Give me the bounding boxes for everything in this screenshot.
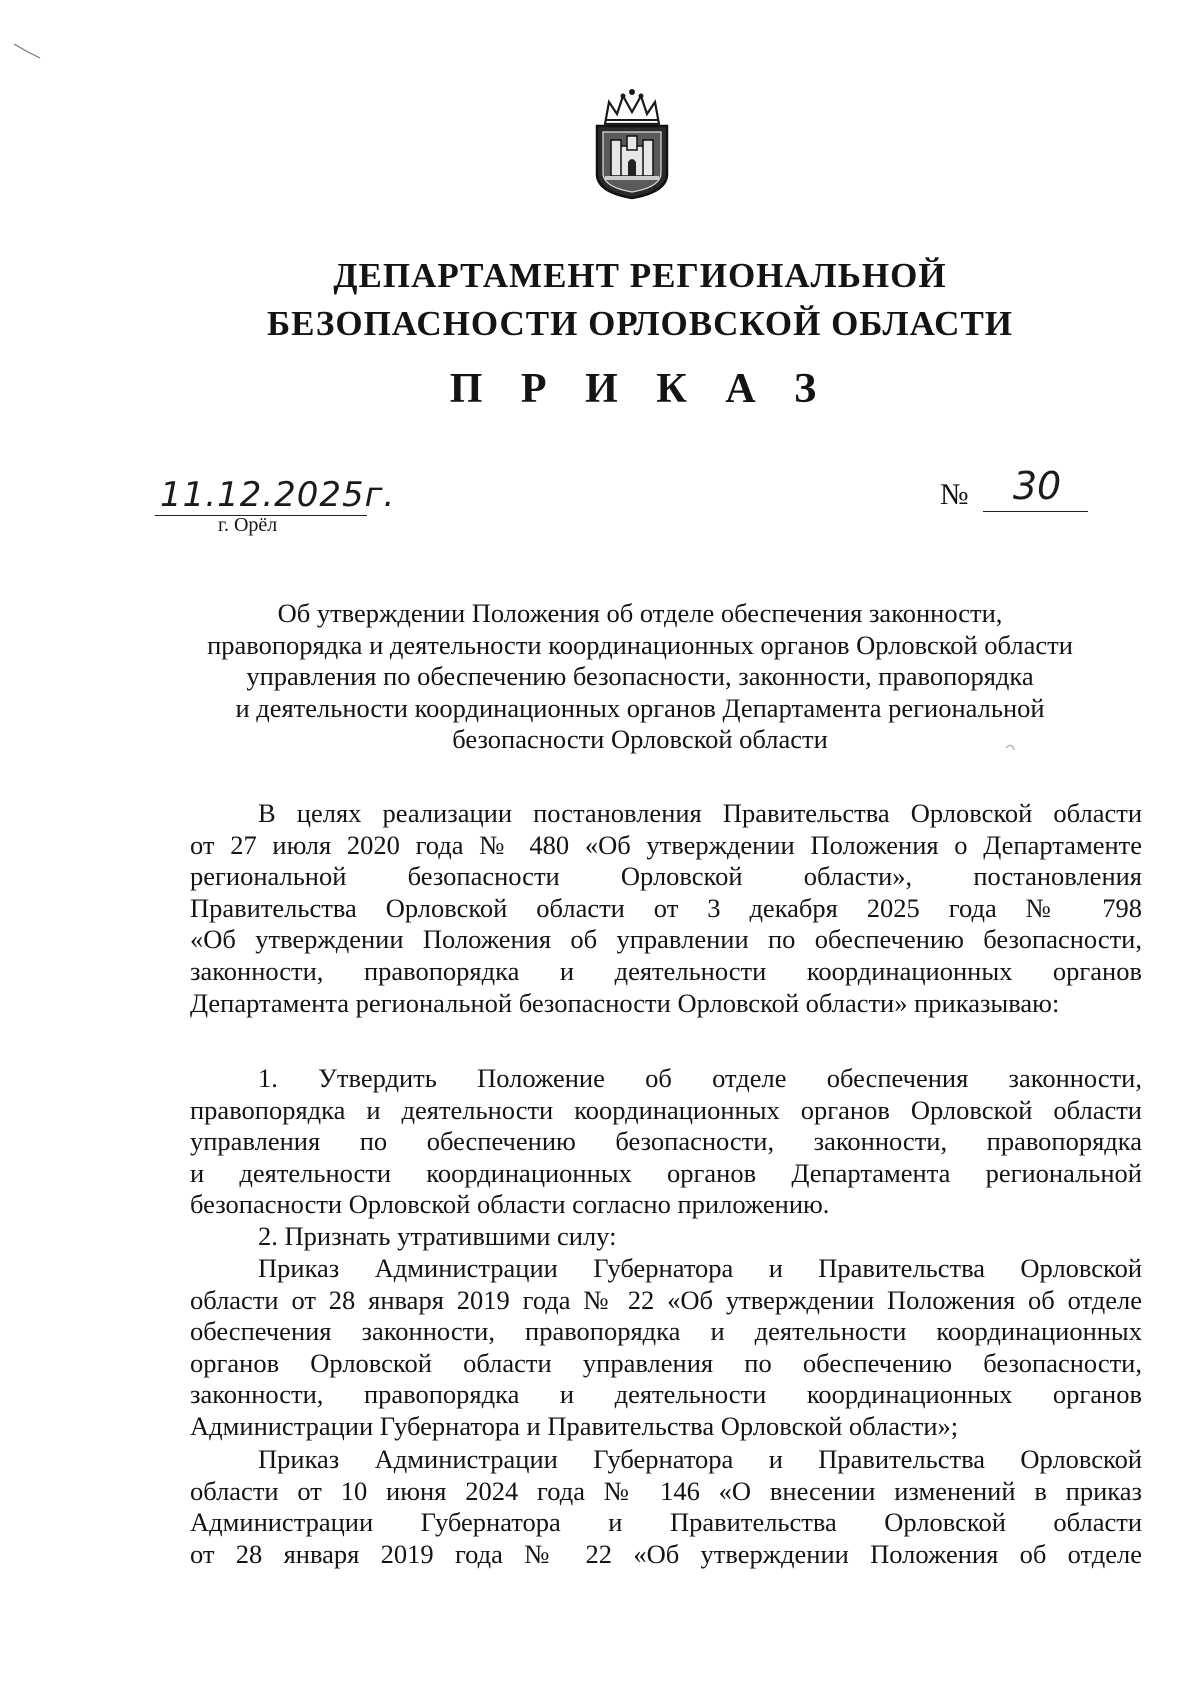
text-line: органов Орловской области управления по обеспечению безопасности, xyxy=(190,1347,1142,1378)
number-underline xyxy=(983,511,1088,512)
city-label: г. Орёл xyxy=(218,514,278,536)
subject-line: управления по обеспечению безопасности, законности, правопорядка xyxy=(246,661,1034,691)
text-line: и деятельности координационных органов Департамента региональной xyxy=(190,1157,1142,1188)
organization-line-2: БЕЗОПАСНОСТИ ОРЛОВСКОЙ ОБЛАСТИ xyxy=(266,304,1014,343)
document-type-title: П Р И К А З xyxy=(449,366,831,412)
text-line: 1. Утвердить Положение об отделе обеспечения законности, xyxy=(258,1063,1142,1093)
preamble-paragraph xyxy=(190,798,1142,1019)
text-line: «Об утверждении Положения об управлении по обеспечению безопасности, xyxy=(190,924,1142,955)
text-line: законности, правопорядка и деятельности координационных органов xyxy=(190,955,1142,986)
order-item-2-heading: 2. Признать утратившими силу: xyxy=(258,1220,617,1251)
text-line: области от 10 июня 2024 года № 146 «О внесении изменений в приказ xyxy=(190,1475,1142,1506)
text-line: В целях реализации постановления Правительства Орловской области xyxy=(258,798,1142,828)
text-line: Приказ Администрации Губернатора и Правительства Орловской xyxy=(258,1444,1142,1474)
subject-line: безопасности Орловской области xyxy=(452,724,828,754)
text-line: региональной безопасности Орловской области», постановления xyxy=(190,861,1142,892)
organization-name xyxy=(150,252,1130,348)
text-line: Администрации Губернатора и Правительства Орловской области xyxy=(190,1507,1142,1538)
repealed-order-1 xyxy=(190,1253,1142,1443)
text-line: законности, правопорядка и деятельности координационных органов xyxy=(190,1379,1142,1410)
text-line: от 27 июля 2020 года № 480 «Об утверждении Положения о Департаменте xyxy=(190,829,1142,860)
handwritten-number: 30 xyxy=(1012,464,1062,508)
text-line: от 28 января 2019 года № 22 «Об утверждении Положения об отделе xyxy=(190,1538,1142,1569)
text-line: безопасности Орловской области согласно приложению. xyxy=(190,1189,830,1220)
text-line: Правительства Орловской области от 3 декабря 2025 года № 798 xyxy=(190,892,1142,923)
text-line: обеспечения законности, правопорядка и деятельности координационных xyxy=(190,1316,1142,1347)
organization-line-1: ДЕПАРТАМЕНТ РЕГИОНАЛЬНОЙ xyxy=(333,256,947,295)
text-line: Администрации Губернатора и Правительства Орловской области»; xyxy=(190,1410,959,1441)
handwritten-date: 11.12.2025г. xyxy=(160,475,396,515)
text-line: Приказ Администрации Губернатора и Правительства Орловской xyxy=(258,1253,1142,1283)
text-line: управления по обеспечению безопасности, законности, правопорядка xyxy=(190,1126,1142,1157)
number-label: № xyxy=(940,478,969,511)
subject-line: правопорядка и деятельности координационных органов Орловской области xyxy=(207,629,1073,660)
order-subject xyxy=(180,598,1100,756)
coat-of-arms-icon xyxy=(587,88,677,200)
subject-line: Об утверждении Положения об отделе обеспечения законности, xyxy=(277,598,1003,628)
text-line: Департамента региональной безопасности Орловской области» приказываю: xyxy=(190,987,1060,1018)
repealed-order-2 xyxy=(190,1444,1142,1570)
order-item-1 xyxy=(190,1063,1142,1253)
text-line: области от 28 января 2019 года № 22 «Об утверждении Положения об отделе xyxy=(190,1284,1142,1315)
subject-line: и деятельности координационных органов Департамента региональной xyxy=(235,692,1045,723)
text-line: правопорядка и деятельности координационных органов Орловской области xyxy=(190,1094,1142,1125)
